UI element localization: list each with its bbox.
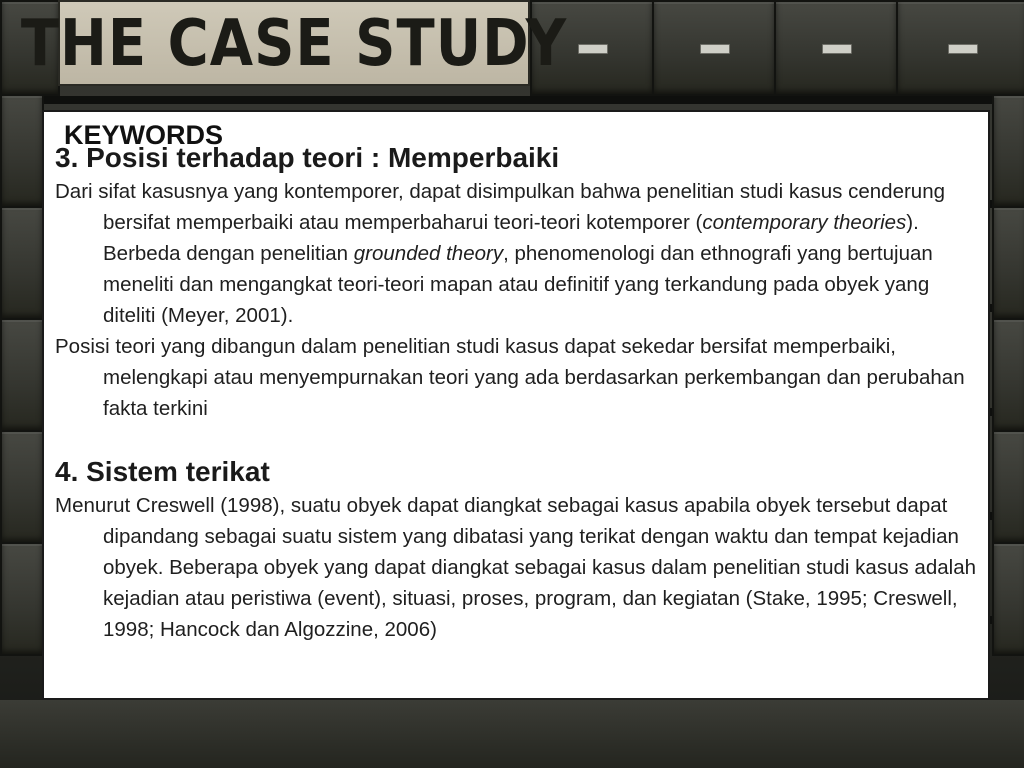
section-3-heading: 3. Posisi terhadap teori : Memperbaiki <box>55 142 560 173</box>
cabinet-drawer <box>992 94 1024 208</box>
text-body <box>55 140 977 645</box>
section-spacer <box>55 424 977 454</box>
cabinet-drawer <box>0 94 44 208</box>
drawer-handle-icon <box>948 44 978 54</box>
section-3-paragraph-1 <box>55 176 977 331</box>
cabinet-drawer <box>992 318 1024 432</box>
cabinet-drawer <box>0 542 44 656</box>
section-4-paragraph-1: Menurut Creswell (1998), suatu obyek dapat diangkat sebagai kasus apabila obyek tersebut dapat dipandang sebagai suatu sistem yang dibatasi yang terikat dengan waktu dan tempat kejadian obyek. Beberapa obyek yang dapat diangkat sebagai kasus dalam penelitian studi kasus adalah kejadian atau peristiwa (event), situasi, proses, program, dan kegiatan (Stake, 1995; Creswell, 1998; Hancock dan Algozzine, 2006) <box>55 494 976 641</box>
italic-term: grounded theory <box>353 242 504 265</box>
section-3-paragraph-2: Posisi teori yang dibangun dalam penelitian studi kasus dapat sekedar bersifat memperbaiki, melengkapi atau menyempurnakan teori yang ada berdasarkan perkembangan dan perubahan fakta terkini <box>55 335 965 420</box>
keywords-label: KEYWORDS <box>64 120 224 150</box>
cabinet-drawer <box>0 206 44 320</box>
cabinet-drawer <box>992 206 1024 320</box>
cabinet-drawer <box>992 430 1024 544</box>
paragraph-text: , phenomenologi dan ethnografi yang bertujuan meneliti dan mengangkat teori-teori mapan atau definitif yang terkandung pada obyek yang diteliti (Meyer, 2001). <box>103 242 933 327</box>
cabinet-base <box>0 700 1024 768</box>
paragraph-text: ). Berbeda dengan penelitian <box>103 211 919 265</box>
case-study-sign <box>20 0 568 86</box>
content-panel <box>42 110 990 700</box>
cabinet-drawer <box>992 542 1024 656</box>
section-4-heading: 4. Sistem terikat <box>55 456 270 487</box>
cabinet-drawer <box>0 430 44 544</box>
cabinet-drawer <box>896 0 1024 96</box>
paragraph-text: Dari sifat kasusnya yang kontemporer, dapat disimpulkan bahwa penelitian studi kasus cenderung bersifat memperbaiki atau memperbaharui teori-teori kotemporer ( <box>55 180 945 234</box>
cabinet-drawer <box>0 318 44 432</box>
italic-term: contemporary theories <box>702 211 907 234</box>
drawer-handle-icon <box>700 44 730 54</box>
drawer-handle-icon <box>578 44 608 54</box>
cabinet-drawer <box>774 0 898 96</box>
cabinet-drawer <box>652 0 776 96</box>
drawer-handle-icon <box>822 44 852 54</box>
sign-text: THE CASE STUDY <box>20 5 568 81</box>
